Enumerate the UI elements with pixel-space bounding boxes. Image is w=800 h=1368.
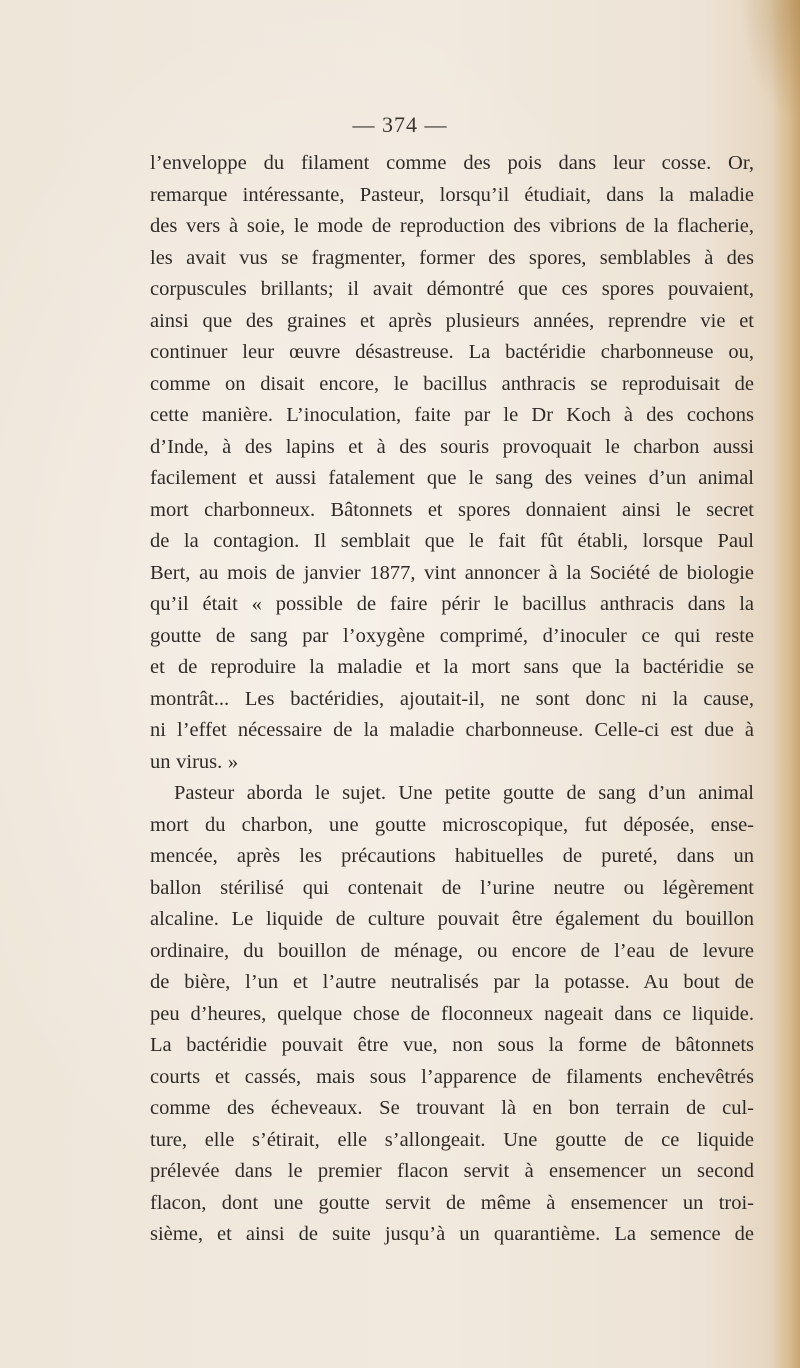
text-line: de bière, l’un et l’autre neutralisés par la potasse. Au bout de xyxy=(150,971,754,993)
page-number: — 374 — xyxy=(352,112,448,137)
text-line: d’Inde, à des lapins et à des souris provoquait le charbon aussi xyxy=(150,435,754,458)
text-line: comme des écheveaux. Se trouvant là en bon terrain de cul- xyxy=(150,1097,754,1119)
text-line: de la contagion. Il semblait que le fait fût établi, lorsque Paul xyxy=(150,530,754,552)
text-line: ni l’effet nécessaire de la maladie charbonneuse. Celle-ci est due à xyxy=(150,719,754,741)
text-line: comme on disait encore, le bacillus anthracis se reproduisait de xyxy=(150,372,754,395)
text-line: cette manière. L’inoculation, faite par le Dr Koch à des cochons xyxy=(150,404,754,426)
text-line: courts et cassés, mais sous l’apparence de filaments enchevêtrés xyxy=(150,1065,754,1088)
text-line: sième, et ainsi de suite jusqu’à un quarantième. La semence de xyxy=(150,1223,754,1245)
text-line: mort du charbon, une goutte microscopique, fut déposée, ense- xyxy=(150,813,754,836)
text-line: qu’il était « possible de faire périr le bacillus anthracis dans la xyxy=(150,593,754,615)
page-corner-stain xyxy=(740,0,800,120)
text-line: facilement et aussi fatalement que le sang des veines d’un animal xyxy=(150,467,754,489)
text-line: montrât... Les bactéridies, ajoutait-il, ne sont donc ni la cause, xyxy=(150,687,754,710)
text-line: des vers à soie, le mode de reproduction des vibrions de la flacherie, xyxy=(150,215,754,237)
text-line: Pasteur aborda le sujet. Une petite goutte de sang d’un animal xyxy=(174,782,754,804)
page-edge-stain xyxy=(772,0,800,1368)
text-line: prélevée dans le premier flacon servit à ensemencer un second xyxy=(150,1160,754,1182)
text-line: mencée, après les précautions habituelles de pureté, dans un xyxy=(150,845,754,867)
text-line: les avait vus se fragmenter, former des spores, semblables à des xyxy=(150,246,754,269)
text-line: corpuscules brillants; il avait démontré que ces spores pouvaient, xyxy=(150,278,754,300)
text-line: alcaline. Le liquide de culture pouvait être également du bouillon xyxy=(150,908,754,930)
text-line: ordinaire, du bouillon de ménage, ou encore de l’eau de levure xyxy=(150,939,754,962)
text-line: l’enveloppe du filament comme des pois dans leur cosse. Or, xyxy=(150,152,754,174)
text-line: continuer leur œuvre désastreuse. La bactéridie charbonneuse ou, xyxy=(150,341,754,363)
text-line: peu d’heures, quelque chose de floconneux nageait dans ce liquide. xyxy=(150,1002,754,1025)
text-line: mort charbonneux. Bâtonnets et spores donnaient ainsi le secret xyxy=(150,498,754,521)
text-line: goutte de sang par l’oxygène comprimé, d’inoculer ce qui reste xyxy=(150,624,754,647)
text-line: La bactéridie pouvait être vue, non sous la forme de bâtonnets xyxy=(150,1034,754,1056)
text-line: flacon, dont une goutte servit de même à ensemencer un troi- xyxy=(150,1191,754,1214)
text-line: et de reproduire la maladie et la mort sans que la bactéridie se xyxy=(150,656,754,678)
text-line: Bert, au mois de janvier 1877, vint annoncer à la Société de biologie xyxy=(150,561,754,584)
text-line: ture, elle s’étirait, elle s’allongeait. Une goutte de ce liquide xyxy=(150,1128,754,1151)
body-text xyxy=(150,148,754,1251)
text-line: remarque intéressante, Pasteur, lorsqu’il étudiait, dans la maladie xyxy=(150,183,754,206)
text-line: ballon stérilisé qui contenait de l’urine neutre ou légèrement xyxy=(150,876,754,899)
text-line: ainsi que des graines et après plusieurs années, reprendre vie et xyxy=(150,309,754,332)
text-line: un virus. » xyxy=(150,750,239,773)
